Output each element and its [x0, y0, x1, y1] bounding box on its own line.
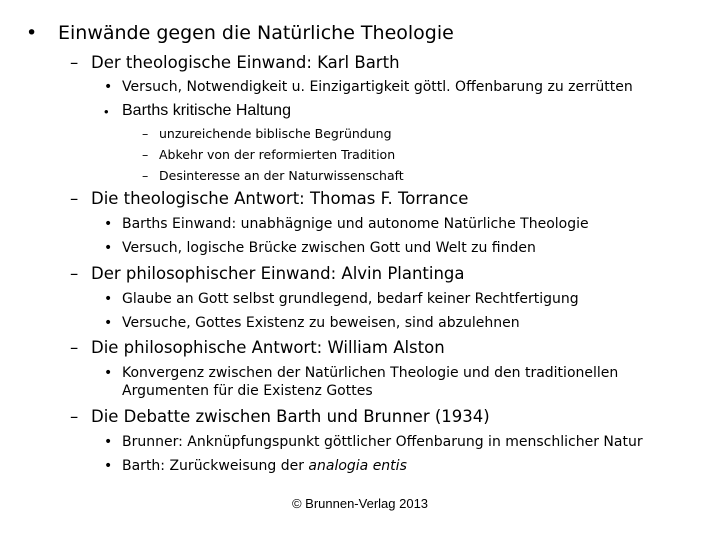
dash-icon: – [142, 147, 149, 162]
bullet-icon: • [104, 240, 113, 256]
dash-icon: – [70, 189, 79, 208]
bullet-icon: • [104, 216, 113, 232]
footer-copyright: © Brunnen-Verlag 2013 [291, 496, 429, 511]
dash-icon: – [142, 126, 149, 141]
bullet-icon: • [104, 434, 113, 450]
dash-icon: – [70, 407, 79, 426]
list-item-text: Barth: Zurückweisung der analogia entis [122, 458, 407, 474]
bullet-icon: • [104, 104, 109, 119]
dash-icon: – [70, 338, 79, 357]
dash-icon: – [70, 53, 79, 72]
latin-term: analogia entis [308, 458, 407, 474]
bullet-icon: • [104, 365, 113, 381]
dash-icon: – [70, 264, 79, 283]
bullet-icon: • [104, 79, 113, 95]
bullet-icon: • [26, 22, 38, 44]
bullet-icon: • [104, 291, 113, 307]
dash-icon: – [142, 168, 149, 183]
bullet-icon: • [104, 458, 113, 474]
bullet-icon: • [104, 315, 113, 331]
